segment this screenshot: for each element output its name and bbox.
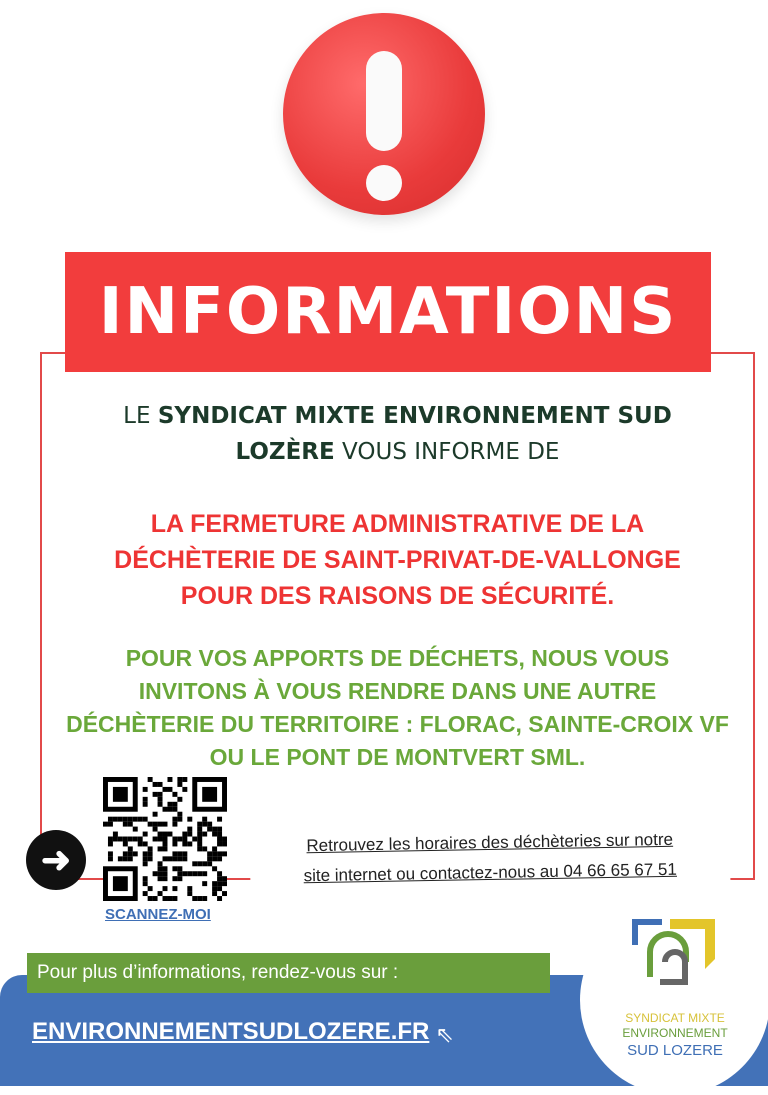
alternatives-notice: POUR VOS APPORTS DE DÉCHETS, NOUS VOUS INVITONS À VOUS RENDRE DANS UNE AUTRE DÉCHÈTERIE DU TERRITOIRE : FLORAC, SAINTE-CROIX VF OU LE PONT DE MONTVERT SML. — [66, 645, 729, 770]
website-row — [32, 1018, 454, 1048]
closure-notice: LA FERMETURE ADMINISTRATIVE DE LA DÉCHÈTERIE DE SAINT-PRIVAT-DE-VALLONGE POUR DES RAISONS DE SÉCURITÉ. — [114, 510, 681, 610]
cursor-click-icon: ⇖ — [435, 1022, 454, 1047]
website-link[interactable]: ENVIRONNEMENTSUDLOZERE.FR — [32, 1018, 430, 1045]
intro-text: LE SYNDICAT MIXTE ENVIRONNEMENT SUD LOZÈRE VOUS INFORME DE — [123, 403, 672, 465]
alert-icon — [283, 13, 485, 215]
logo — [580, 905, 768, 1095]
page-title: INFORMATIONS — [65, 252, 711, 372]
logo-mark-icon — [630, 917, 720, 985]
qr-code[interactable] — [103, 777, 227, 901]
logo-line-3: SUD LOZERE — [627, 1042, 723, 1059]
logo-line-1: SYNDICAT MIXTE — [625, 1011, 725, 1025]
logo-line-2: ENVIRONNEMENT — [622, 1026, 728, 1040]
arrow-right-icon: ➜ — [26, 830, 86, 890]
contact-info: Retrouvez les horaires des déchèteries sur notre site internet ou contactez-nous au 04 66 65 67 51 — [250, 824, 731, 892]
footer-label: Pour plus d’informations, rendez-vous sur : — [27, 953, 550, 993]
scan-label: SCANNEZ-MOI — [105, 906, 211, 923]
